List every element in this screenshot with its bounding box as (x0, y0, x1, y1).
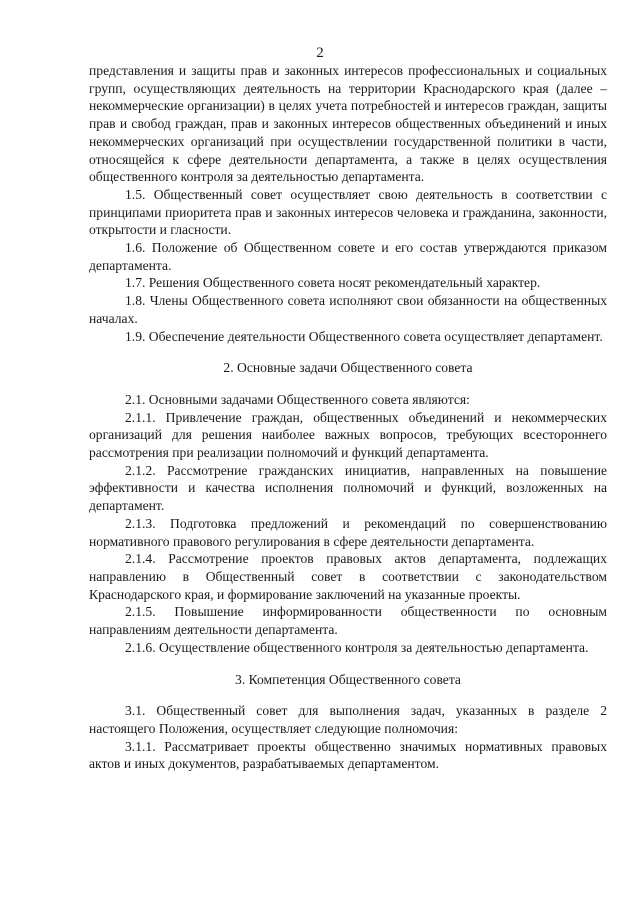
paragraph-1-5: 1.5. Общественный совет осуществляет свою деятельность в соответствии с принципами приоритета прав и законных интересов человека и гражданина, законности, открытости и гласности. (89, 186, 607, 238)
paragraph-2-1-4: 2.1.4. Рассмотрение проектов правовых актов департамента, подлежащих направлению в Общественный совет в соответствии с законодательством Краснодарского края, и формирование заключений на указанные проекты. (89, 551, 607, 602)
paragraph-2-1-6: 2.1.6. Осуществление общественного контроля за деятельностью департамента. (125, 639, 589, 655)
paragraph-2-1: 2.1. Основными задачами Общественного совета являются: (125, 391, 470, 407)
paragraph-1-8: 1.8. Члены Общественного совета исполняют свои обязанности на общественных началах. (89, 293, 607, 326)
paragraph-3-1: 3.1. Общественный совет для выполнения задач, указанных в разделе 2 настоящего Положения, осуществляет следующие полномочия: (89, 703, 607, 736)
paragraph-2-1-3: 2.1.3. Подготовка предложений и рекомендаций по совершенствованию нормативного правового регулирования в сфере деятельности департамента. (89, 515, 607, 549)
intro-paragraph: представления и защиты прав и законных интересов профессиональных и социальных групп, осуществляющих деятельность на территории Краснодарского края (далее – некоммерческие организации) в целях учета потребностей и интересов граждан, защиты прав и свобод граждан, прав и законных интересов общественных объединений и иных некоммерческих организаций при осуществлении государственной политики в части, относящейся к сфере деятельности департамента, а также в целях осуществления общественного контроля за деятельностью департамента. (89, 63, 607, 185)
page-number: 2 (316, 45, 324, 61)
paragraph-1-7: 1.7. Решения Общественного совета носят рекомендательный характер. (125, 275, 541, 291)
section-3-heading: 3. Компетенция Общественного совета (235, 671, 461, 687)
paragraph-1-9: 1.9. Обеспечение деятельности Общественного совета осуществляет департамент. (125, 328, 603, 344)
document-body (89, 62, 607, 773)
paragraph-2-1-2: 2.1.2. Рассмотрение гражданских инициатив, направленных на повышение эффективности и качества исполнения полномочий и функций, возложенных на департамент. (89, 462, 607, 514)
paragraph-2-1-5: 2.1.5. Повышение информированности общественности по основным направлениям деятельности департамента. (89, 604, 607, 638)
section-2-heading: 2. Основные задачи Общественного совета (223, 360, 473, 376)
paragraph-2-1-1: 2.1.1. Привлечение граждан, общественных объединений и некоммерческих организаций для решения наиболее важных вопросов, требующих всестороннего рассмотрения при реализации полномочий и функций департамента. (89, 409, 607, 461)
paragraph-1-6: 1.6. Положение об Общественном совете и его состав утверждаются приказом департамента. (89, 240, 607, 273)
paragraph-3-1-1: 3.1.1. Рассматривает проекты общественно значимых нормативных правовых актов и иных документов, разрабатываемых департаментом. (89, 738, 607, 772)
